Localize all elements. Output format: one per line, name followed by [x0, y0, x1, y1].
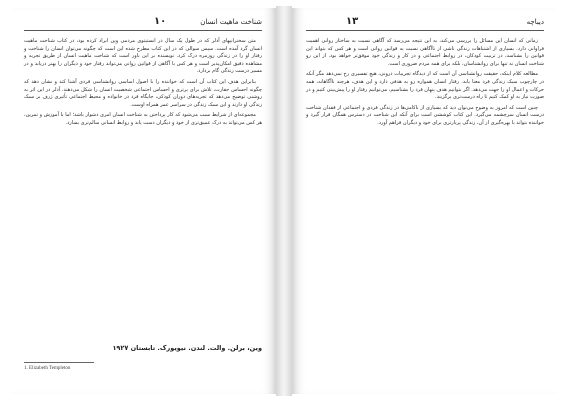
footnote: 1. Elizabeth Templeton	[24, 366, 71, 371]
left-page-header	[24, 14, 262, 31]
left-page-body	[24, 38, 262, 131]
paragraph: بنابراین هدف این کتاب آن است که خواننده را با اصول اساسی روانشناسی فردی آشنا کند و نشان دهد که چگونه احساس حقارت، تلاش برای برتری و احساس اجتماعی شخصیت انسان را شکل می‌دهند. آدلر در این اثر به روشنی توضیح می‌دهد که تجربه‌های دوران کودکی، جایگاه فرد در خانواده و محیط اجتماعی تأثیری ژرف بر سبک زندگی او دارند و این سبک زندگی در سراسر عمر همراه اوست.	[24, 78, 262, 108]
running-head: دیباچه	[526, 18, 544, 26]
paragraph: چنین است که امروز به وضوح می‌توان دید که بسیاری از ناکامی‌ها در زندگی فردی و اجتماعی از فقدان شناخت درست انسان سرچشمه می‌گیرد. این کتاب کوششی است برای آنکه این شناخت در دسترس همگان قرار گیرد و خواننده بتواند با بهره‌گیری از آن، زندگی پربارتری برای خود و دیگران فراهم آورد.	[306, 104, 544, 126]
right-page-header	[306, 14, 544, 31]
page-number: ۱۳	[346, 16, 359, 27]
book-gutter	[276, 6, 292, 396]
right-page-body	[306, 38, 544, 131]
left-page	[10, 8, 276, 394]
paragraph: مطالعه کلام اینکه، حقیقت روانشناسی آن است که از دیدگاه تجربیات درونی، هیچ تفسیری رخ نمی‌دهد مگر آنکه در چارچوب سبک زندگی فرد معنا یابد. رفتار انسان همواره رو به هدفی دارد و این هدف، هرچند ناآگاهانه، همه حرکات و اعمال او را جهت می‌دهد. اگر بتوانیم هدف پنهان فرد را بشناسیم، می‌توانیم رفتار او را پیش‌بینی کنیم و در صورت نیاز به او کمک کنیم تا راه درست‌تری برگزیند.	[306, 71, 544, 101]
paragraph: متن سخنرانیهای آدلر که در طول یک سال در انستیتوی مردمی وین ایراد کرده بود، در کتاب شناخت ماهیت انسان گرد آمده است. سپس سوالی که در این کتاب مطرح شده این است که چگونه می‌توان انسان را شناخت و رفتار او را در زندگی روزمره درک کرد. نویسنده بر این باور است که شناخت ماهیت انسان از طریق تجربه و مشاهده دقیق امکان‌پذیر است و هر کس با آگاهی از قوانین روانی می‌تواند رفتار خود و دیگران را بهتر دریابد و در مسیر درست زندگی گام بردارد.	[24, 38, 262, 75]
running-head: شناخت ماهیت انسان	[200, 18, 262, 26]
signature-line: وین، برلن. والت. لندن. نیویورک. تابستان ۱۹۲۷	[112, 344, 262, 352]
paragraph: مجموعه‌ای از شرایط سبب می‌شود که کار پرداختن به شناخت انسان امری دشوار باشد؛ اما با آموزش و تمرین، هر کس می‌تواند به درک عمیق‌تری از خود و دیگران دست یابد و روابط انسانی سالم‌تری بسازد.	[24, 112, 262, 126]
page-number: ۱۰	[154, 16, 167, 27]
footnote-divider	[24, 362, 94, 363]
paragraph: زمانی که انسان این مسائل را بررسی می‌کند، به این نتیجه می‌رسد که آگاهی نسبت به ساختار روانی اهمیت فراوانی دارد. بسیاری از اشتباهات زندگی ناشی از ناآگاهی نسبت به قوانین روانی است و هر کس که بتواند این قوانین را بشناسد، در تربیت کودکان، در روابط اجتماعی و در کار و زندگی خود موفق‌تر خواهد بود. از این رو شناخت انسان نه تنها برای روانشناسان، بلکه برای همه مردم ضروری است.	[306, 38, 544, 67]
right-page	[292, 8, 558, 394]
